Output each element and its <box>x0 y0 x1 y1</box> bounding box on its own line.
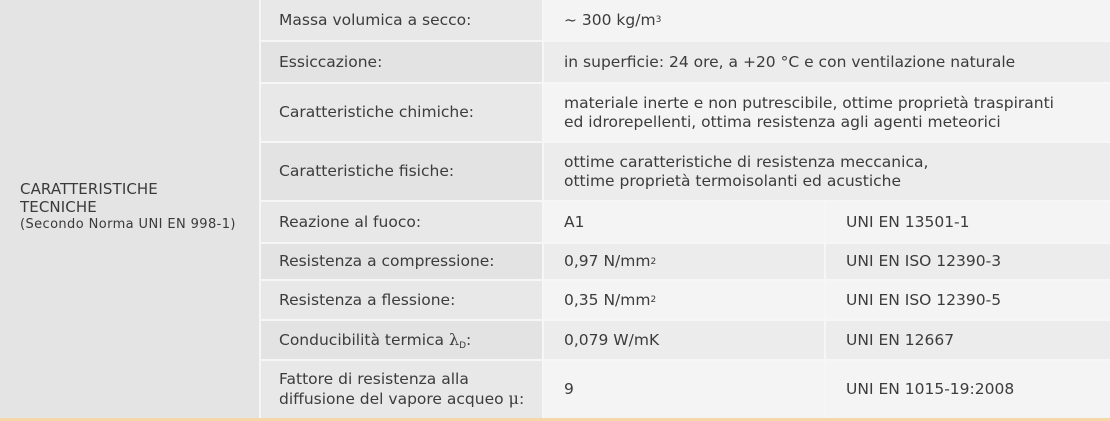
table-row <box>261 0 1110 40</box>
row-label <box>261 84 542 141</box>
row-value-text: 0,97 N/mm <box>564 252 651 270</box>
row-label <box>261 281 542 319</box>
row-value-line2: ottime proprietà termoisolanti ed acustiche <box>564 171 902 190</box>
section-subtitle: (Secondo Norma UNI EN 998-1) <box>20 217 236 232</box>
row-value: ~ 300 kg/m 3 <box>544 0 1110 40</box>
row-norm <box>826 321 1110 359</box>
row-value <box>544 84 1110 141</box>
row-norm <box>826 202 1110 242</box>
row-value-line2: ed idrorepellenti, ottima resistenza agli agenti meteorici <box>564 112 1001 131</box>
row-label-text: Caratteristiche fisiche: <box>279 162 455 180</box>
row-value <box>544 42 1110 82</box>
row-label-colon: : <box>518 390 525 408</box>
row-norm-text: UNI EN 1015-19:2008 <box>846 380 1015 398</box>
row-label-text: Caratteristiche chimiche: <box>279 103 474 121</box>
row-norm-text: UNI EN ISO 12390-3 <box>846 252 1002 270</box>
row-value-text: ~ 300 kg/m <box>564 10 656 29</box>
table-row <box>261 202 1110 242</box>
row-norm <box>826 361 1110 418</box>
properties-table <box>261 0 1110 418</box>
table-row <box>261 143 1110 200</box>
row-label-text: Resistenza a flessione: <box>279 290 456 309</box>
table-row <box>261 321 1110 359</box>
row-label-line2: diffusione del vapore acqueo <box>279 390 509 408</box>
row-norm-text: UNI EN ISO 12390-5 <box>846 290 1002 309</box>
row-value <box>544 143 1110 200</box>
row-norm-text: UNI EN 13501-1 <box>846 212 970 231</box>
section-title-line1: CARATTERISTICHE <box>20 180 158 198</box>
table-row <box>261 42 1110 82</box>
row-value-text: 0,079 W/mK <box>564 330 660 349</box>
row-label-text: Reazione al fuoco: <box>279 212 422 231</box>
row-norm <box>826 244 1110 279</box>
section-sidebar <box>0 0 259 418</box>
table-row <box>261 281 1110 319</box>
row-label <box>261 321 542 359</box>
row-value-text: in superficie: 24 ore, a +20 °C e con ventilazione naturale <box>564 52 1016 71</box>
row-value <box>544 361 824 418</box>
row-label-text: Conducibilità termica <box>279 331 449 349</box>
row-value-line1: materiale inerte e non putrescibile, ottime proprietà traspiranti <box>564 93 1054 112</box>
row-label <box>261 42 542 82</box>
row-label <box>261 244 542 279</box>
row-label-text: Essiccazione: <box>279 52 383 71</box>
row-value <box>544 202 824 242</box>
row-label <box>261 0 542 40</box>
row-label <box>261 361 542 418</box>
row-value-text: 9 <box>564 380 574 398</box>
row-label-colon: : <box>466 331 472 349</box>
row-label-text: Massa volumica a secco: <box>279 10 472 29</box>
mu-symbol: μ <box>508 389 519 408</box>
row-label-text: Resistenza a compressione: <box>279 252 495 270</box>
row-label <box>261 202 542 242</box>
lambda-subscript: D <box>459 341 467 351</box>
row-label <box>261 143 542 200</box>
row-value-text: 0,35 N/mm <box>564 290 651 309</box>
row-norm <box>826 281 1110 319</box>
row-norm-text: UNI EN 12667 <box>846 330 955 349</box>
section-title-line2: TECNICHE <box>20 198 97 216</box>
table-row <box>261 244 1110 279</box>
row-value: 0,35 N/mm 2 <box>544 281 824 319</box>
row-value-line1: ottime caratteristiche di resistenza meccanica, <box>564 152 929 171</box>
row-value <box>544 321 824 359</box>
table-row <box>261 84 1110 141</box>
row-label-line1: Fattore di resistenza alla <box>279 370 469 388</box>
row-value-text: A1 <box>564 212 585 231</box>
lambda-symbol: λ <box>448 330 460 349</box>
row-value: 0,97 N/mm 2 <box>544 244 824 279</box>
table-row <box>261 361 1110 418</box>
section-heading <box>20 180 255 234</box>
